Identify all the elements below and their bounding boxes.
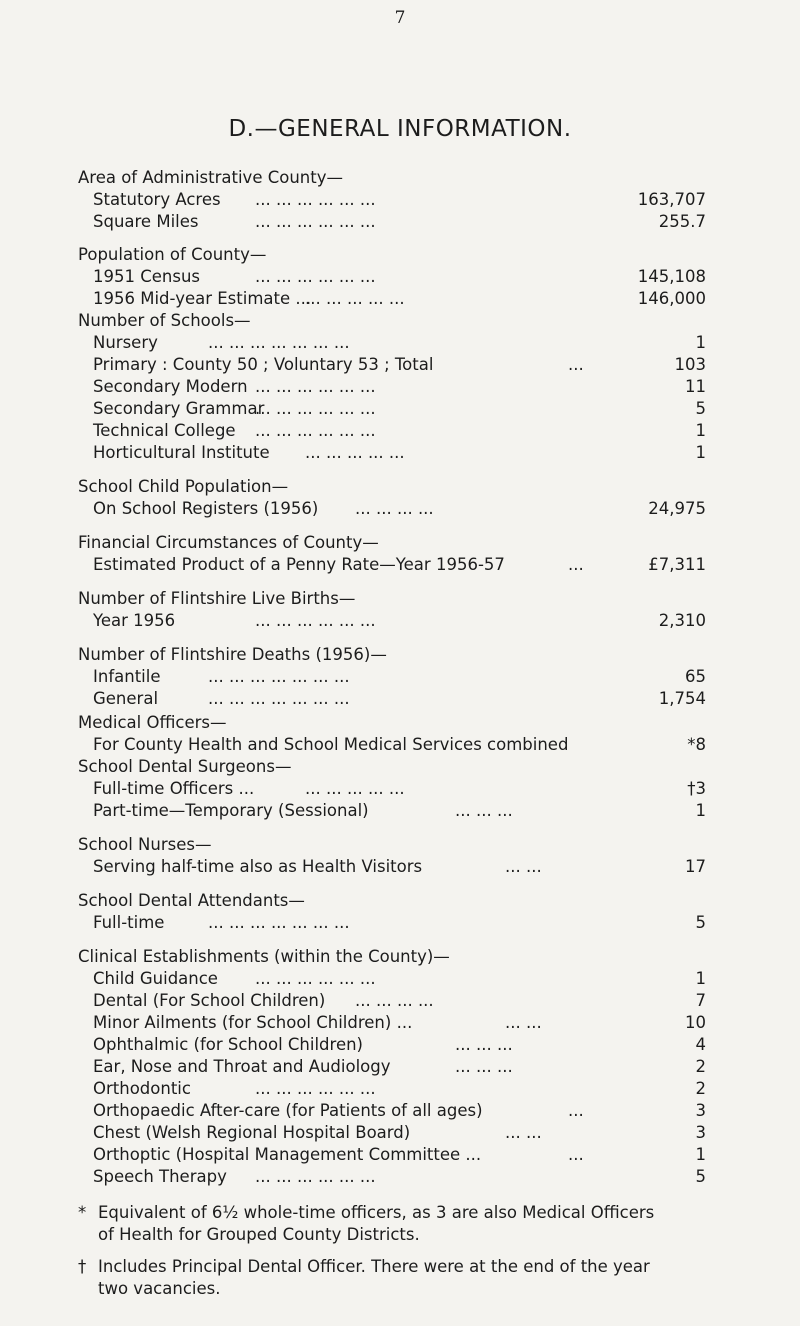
row-label: Statutory Acres [93,190,221,209]
row-label: School Nurses— [78,835,212,854]
table-row [0,1034,800,1056]
row-value: 1 [695,801,706,820]
table-row [0,498,800,520]
row-value: 255.7 [658,212,706,231]
leader-dots: ... ... ... [455,1057,513,1076]
leader-dots: ... [568,1145,584,1164]
row-label: Primary : County 50 ; Voluntary 53 ; Total [93,355,434,374]
leader-dots: ... [568,1101,584,1120]
leader-dots: ... ... ... ... ... ... [255,1167,376,1186]
row-value: 3 [695,1101,706,1120]
section-heading [0,834,800,856]
row-label: Ophthalmic (for School Children) [93,1035,363,1054]
leader-dots: ... ... ... ... ... ... [255,377,376,396]
row-value: 3 [695,1123,706,1142]
table-row [0,266,800,288]
leader-dots: ... ... ... ... ... ... [255,399,376,418]
row-label: Chest (Welsh Regional Hospital Board) [93,1123,411,1142]
footnote-text: two vacancies. [98,1279,221,1298]
row-label: Technical College [93,421,236,440]
row-value: 163,707 [637,190,706,209]
row-value: 5 [695,399,706,418]
page-number: 7 [394,8,406,28]
row-value: £7,311 [648,555,706,574]
leader-dots: ... ... ... [455,1035,513,1054]
table-row [0,1166,800,1188]
row-value: 146,000 [637,289,706,308]
row-label: School Dental Surgeons— [78,757,292,776]
row-value: 145,108 [637,267,706,286]
row-label: Serving half-time also as Health Visitors [93,857,423,876]
table-row [0,778,800,800]
row-value: 10 [685,1013,706,1032]
table-row [0,666,800,688]
row-label: General [93,689,159,708]
row-value: 24,975 [648,499,706,518]
leader-dots: ... ... [505,1013,542,1032]
row-label: Square Miles [93,212,199,231]
row-label: Child Guidance [93,969,218,988]
footnote-equivalent [78,1202,728,1246]
table-row [0,734,800,756]
leader-dots: ... ... ... ... ... [305,289,405,308]
leader-dots: ... ... ... [455,801,513,820]
footnote-text: of Health for Grouped County Districts. [98,1225,420,1244]
row-label: Orthoptic (Hospital Management Committee ... [93,1145,482,1164]
table-row [0,990,800,1012]
table-row [0,288,800,310]
row-label: Orthopaedic After-care (for Patients of all ages) [93,1101,483,1120]
row-label: Dental (For School Children) [93,991,326,1010]
table-row [0,554,800,576]
table-row [0,912,800,934]
row-label: Secondary Modern [93,377,248,396]
leader-dots: ... ... ... ... [355,991,434,1010]
leader-dots: ... ... ... ... ... ... [255,267,376,286]
row-value: 1 [695,1145,706,1164]
row-value: 7 [695,991,706,1010]
section-heading [0,644,800,666]
row-label: Full-time Officers ... [93,779,255,798]
row-label: Infantile [93,667,161,686]
section-heading [0,756,800,778]
row-value: 65 [685,667,706,686]
row-label: Estimated Product of a Penny Rate—Year 1956-57 [93,555,505,574]
leader-dots: ... ... ... ... ... ... [255,190,376,209]
row-label: For County Health and School Medical Services combined [93,735,569,754]
section-heading [0,310,800,332]
leader-dots: ... ... [505,857,542,876]
row-value: 2 [695,1057,706,1076]
row-value: 1 [695,421,706,440]
row-label: Number of Flintshire Deaths (1956)— [78,645,387,664]
table-row [0,442,800,464]
leader-dots: ... ... ... ... ... ... [255,969,376,988]
leader-dots: ... ... ... ... ... ... [255,212,376,231]
table-row [0,1078,800,1100]
leader-dots: ... [568,355,584,374]
leader-dots: ... ... ... ... [355,499,434,518]
table-row [0,211,800,233]
row-label: Orthodontic [93,1079,191,1098]
table-row [0,1100,800,1122]
row-value: 1 [695,969,706,988]
leader-dots: ... ... ... ... ... ... ... [208,689,350,708]
row-label: Full-time [93,913,165,932]
row-value: 5 [695,913,706,932]
row-label: 1956 Mid-year Estimate ... [93,289,312,308]
section-heading [0,712,800,734]
footnote-text: Includes Principal Dental Officer. There were at the end of the year [98,1257,650,1276]
row-label: School Dental Attendants— [78,891,305,910]
table-row [0,376,800,398]
row-label: Speech Therapy [93,1167,227,1186]
leader-dots: ... ... ... ... ... ... ... [208,333,350,352]
table-row [0,856,800,878]
row-label: Year 1956 [93,611,176,630]
row-value: 1 [695,333,706,352]
table-row [0,1012,800,1034]
row-label: Financial Circumstances of County— [78,533,379,552]
leader-dots: ... ... ... ... ... ... [255,611,376,630]
leader-dots: ... [568,555,584,574]
row-label: Number of Schools— [78,311,251,330]
section-heading [0,532,800,554]
row-label: 1951 Census [93,267,201,286]
row-value: 5 [695,1167,706,1186]
page-heading: D.—GENERAL INFORMATION. [228,116,572,142]
table-row [0,332,800,354]
row-value: 4 [695,1035,706,1054]
table-row [0,688,800,710]
row-value: 2 [695,1079,706,1098]
leader-dots: ... ... ... ... ... ... ... [208,667,350,686]
row-label: Minor Ailments (for School Children) ... [93,1013,413,1032]
row-label: Part-time—Temporary (Sessional) [93,801,369,820]
row-value: †3 [687,779,706,798]
table-row [0,800,800,822]
table-row [0,1144,800,1166]
row-label: Population of County— [78,245,267,264]
row-label: On School Registers (1956) [93,499,319,518]
leader-dots: ... ... ... ... ... ... [255,421,376,440]
leader-dots: ... ... ... ... ... ... ... [208,913,350,932]
table-row [0,398,800,420]
footnote-text: Equivalent of 6½ whole-time officers, as 3 are also Medical Officers [98,1203,655,1222]
row-label: Medical Officers— [78,713,227,732]
row-label: Horticultural Institute [93,443,270,462]
section-heading [0,946,800,968]
table-row [0,1122,800,1144]
row-label: Ear, Nose and Throat and Audiology [93,1057,391,1076]
section-heading [0,244,800,266]
table-row [0,1056,800,1078]
table-row [0,420,800,442]
row-label: Secondary Grammar [93,399,265,418]
row-label: School Child Population— [78,477,289,496]
footnote-mark: † [78,1257,87,1276]
row-value: 11 [685,377,706,396]
table-row [0,354,800,376]
row-label: Nursery [93,333,158,352]
section-heading [0,890,800,912]
leader-dots: ... ... ... ... ... ... [255,1079,376,1098]
row-label: Number of Flintshire Live Births— [78,589,356,608]
leader-dots: ... ... ... ... ... [305,779,405,798]
table-row [0,189,800,211]
row-value: 1 [695,443,706,462]
section-heading [0,167,800,189]
row-value: 103 [674,355,706,374]
row-value: 2,310 [658,611,706,630]
row-value: 1,754 [658,689,706,708]
row-value: *8 [687,735,706,754]
row-label: Clinical Establishments (within the County)— [78,947,450,966]
footnote-mark: * [78,1203,87,1222]
section-heading [0,476,800,498]
table-row [0,968,800,990]
section-heading [0,588,800,610]
leader-dots: ... ... ... ... ... [305,443,405,462]
leader-dots: ... ... [505,1123,542,1142]
table-row [0,610,800,632]
row-label: Area of Administrative County— [78,168,343,187]
row-value: 17 [685,857,706,876]
footnote-dental [78,1256,728,1300]
